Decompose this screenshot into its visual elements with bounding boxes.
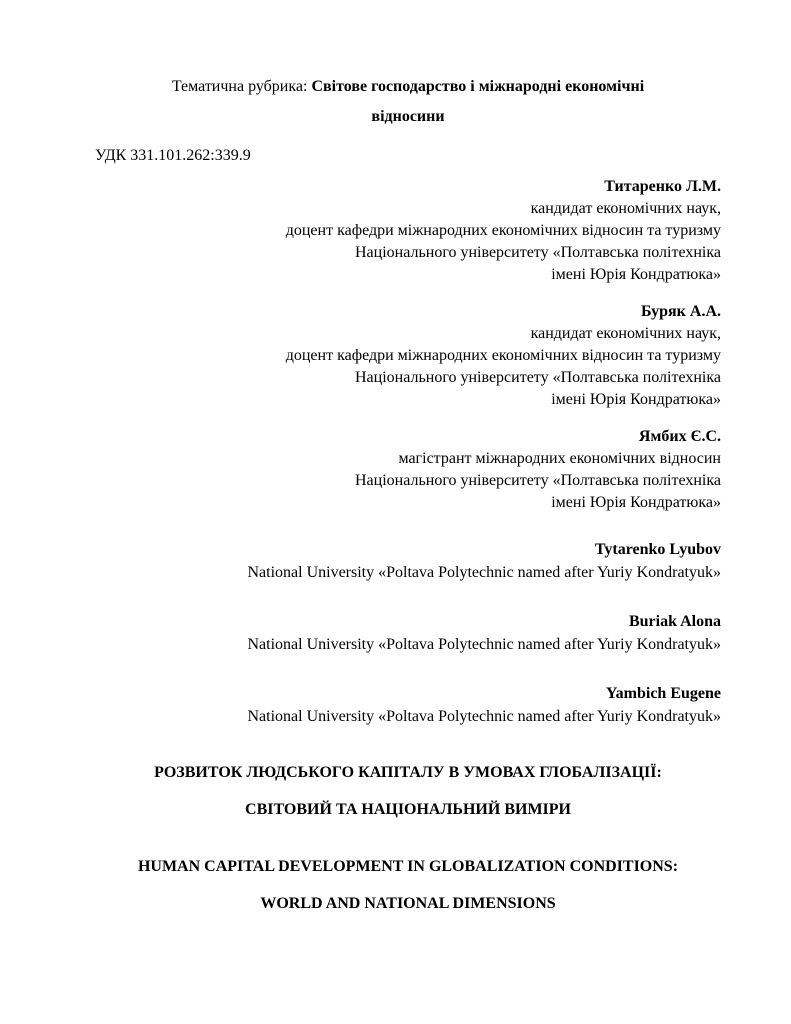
author-name: Tytarenko Lyubov — [594, 541, 721, 558]
rubric-value-line2: відносини — [371, 108, 445, 125]
article-title-en-line2: WORLD AND NATIONAL DIMENSIONS — [260, 895, 556, 912]
author-affiliation-line: Національного університету «Полтавська політехніка — [355, 472, 721, 489]
article-title-en-line1: HUMAN CAPITAL DEVELOPMENT IN GLOBALIZATION CONDITIONS: — [137, 858, 679, 875]
author-affiliation-line: National University «Poltava Polytechnic named after Yuriy Kondratyuk» — [247, 636, 721, 653]
rubric-value-line1: Світове господарство і міжнародні економічні — [311, 78, 645, 95]
author-name: Буряк А.А. — [640, 303, 721, 320]
authors-en-section — [95, 538, 721, 728]
author-position: доцент кафедри міжнародних економічних відносин та туризму — [285, 347, 721, 364]
author-affiliation-line: імені Юрія Кондратюка» — [551, 494, 721, 511]
author-name: Титаренко Л.М. — [604, 178, 721, 195]
author-name: Buriak Alona — [628, 613, 721, 630]
author-name: Ямбих Є.С. — [638, 428, 721, 445]
author-position: доцент кафедри міжнародних економічних відносин та туризму — [285, 222, 721, 239]
author-block-ua — [95, 301, 721, 411]
author-affiliation-line: Національного університету «Полтавська політехніка — [355, 244, 721, 261]
article-title-ua-line1: РОЗВИТОК ЛЮДСЬКОГО КАПІТАЛУ В УМОВАХ ГЛОБАЛІЗАЦІЇ: — [154, 764, 662, 781]
author-affiliation-line: National University «Poltava Polytechnic named after Yuriy Kondratyuk» — [247, 564, 721, 581]
author-degree: кандидат економічних наук, — [530, 325, 721, 342]
article-title-en — [95, 848, 721, 922]
article-title-ua-line2: СВІТОВИЙ ТА НАЦІОНАЛЬНИЙ ВИМІРИ — [245, 801, 571, 818]
author-degree: кандидат економічних наук, — [530, 200, 721, 217]
author-affiliation-line: імені Юрія Кондратюка» — [551, 391, 721, 408]
author-name: Yambich Eugene — [605, 685, 721, 702]
author-block-en — [95, 538, 721, 584]
author-block-en — [95, 610, 721, 656]
document-page — [95, 72, 721, 922]
author-degree: магістрант міжнародних економічних відносин — [398, 450, 721, 467]
article-title-ua — [95, 754, 721, 828]
author-block-ua — [95, 176, 721, 286]
author-block-ua — [95, 426, 721, 514]
thematic-rubric — [95, 72, 721, 132]
author-affiliation-line: Національного університету «Полтавська політехніка — [355, 369, 721, 386]
author-affiliation-line: імені Юрія Кондратюка» — [551, 266, 721, 283]
author-affiliation-line: National University «Poltava Polytechnic named after Yuriy Kondratyuk» — [247, 708, 721, 725]
udc-number: УДК 331.101.262:339.9 — [95, 147, 251, 164]
rubric-label: Тематична рубрика: — [171, 78, 312, 95]
author-block-en — [95, 682, 721, 728]
